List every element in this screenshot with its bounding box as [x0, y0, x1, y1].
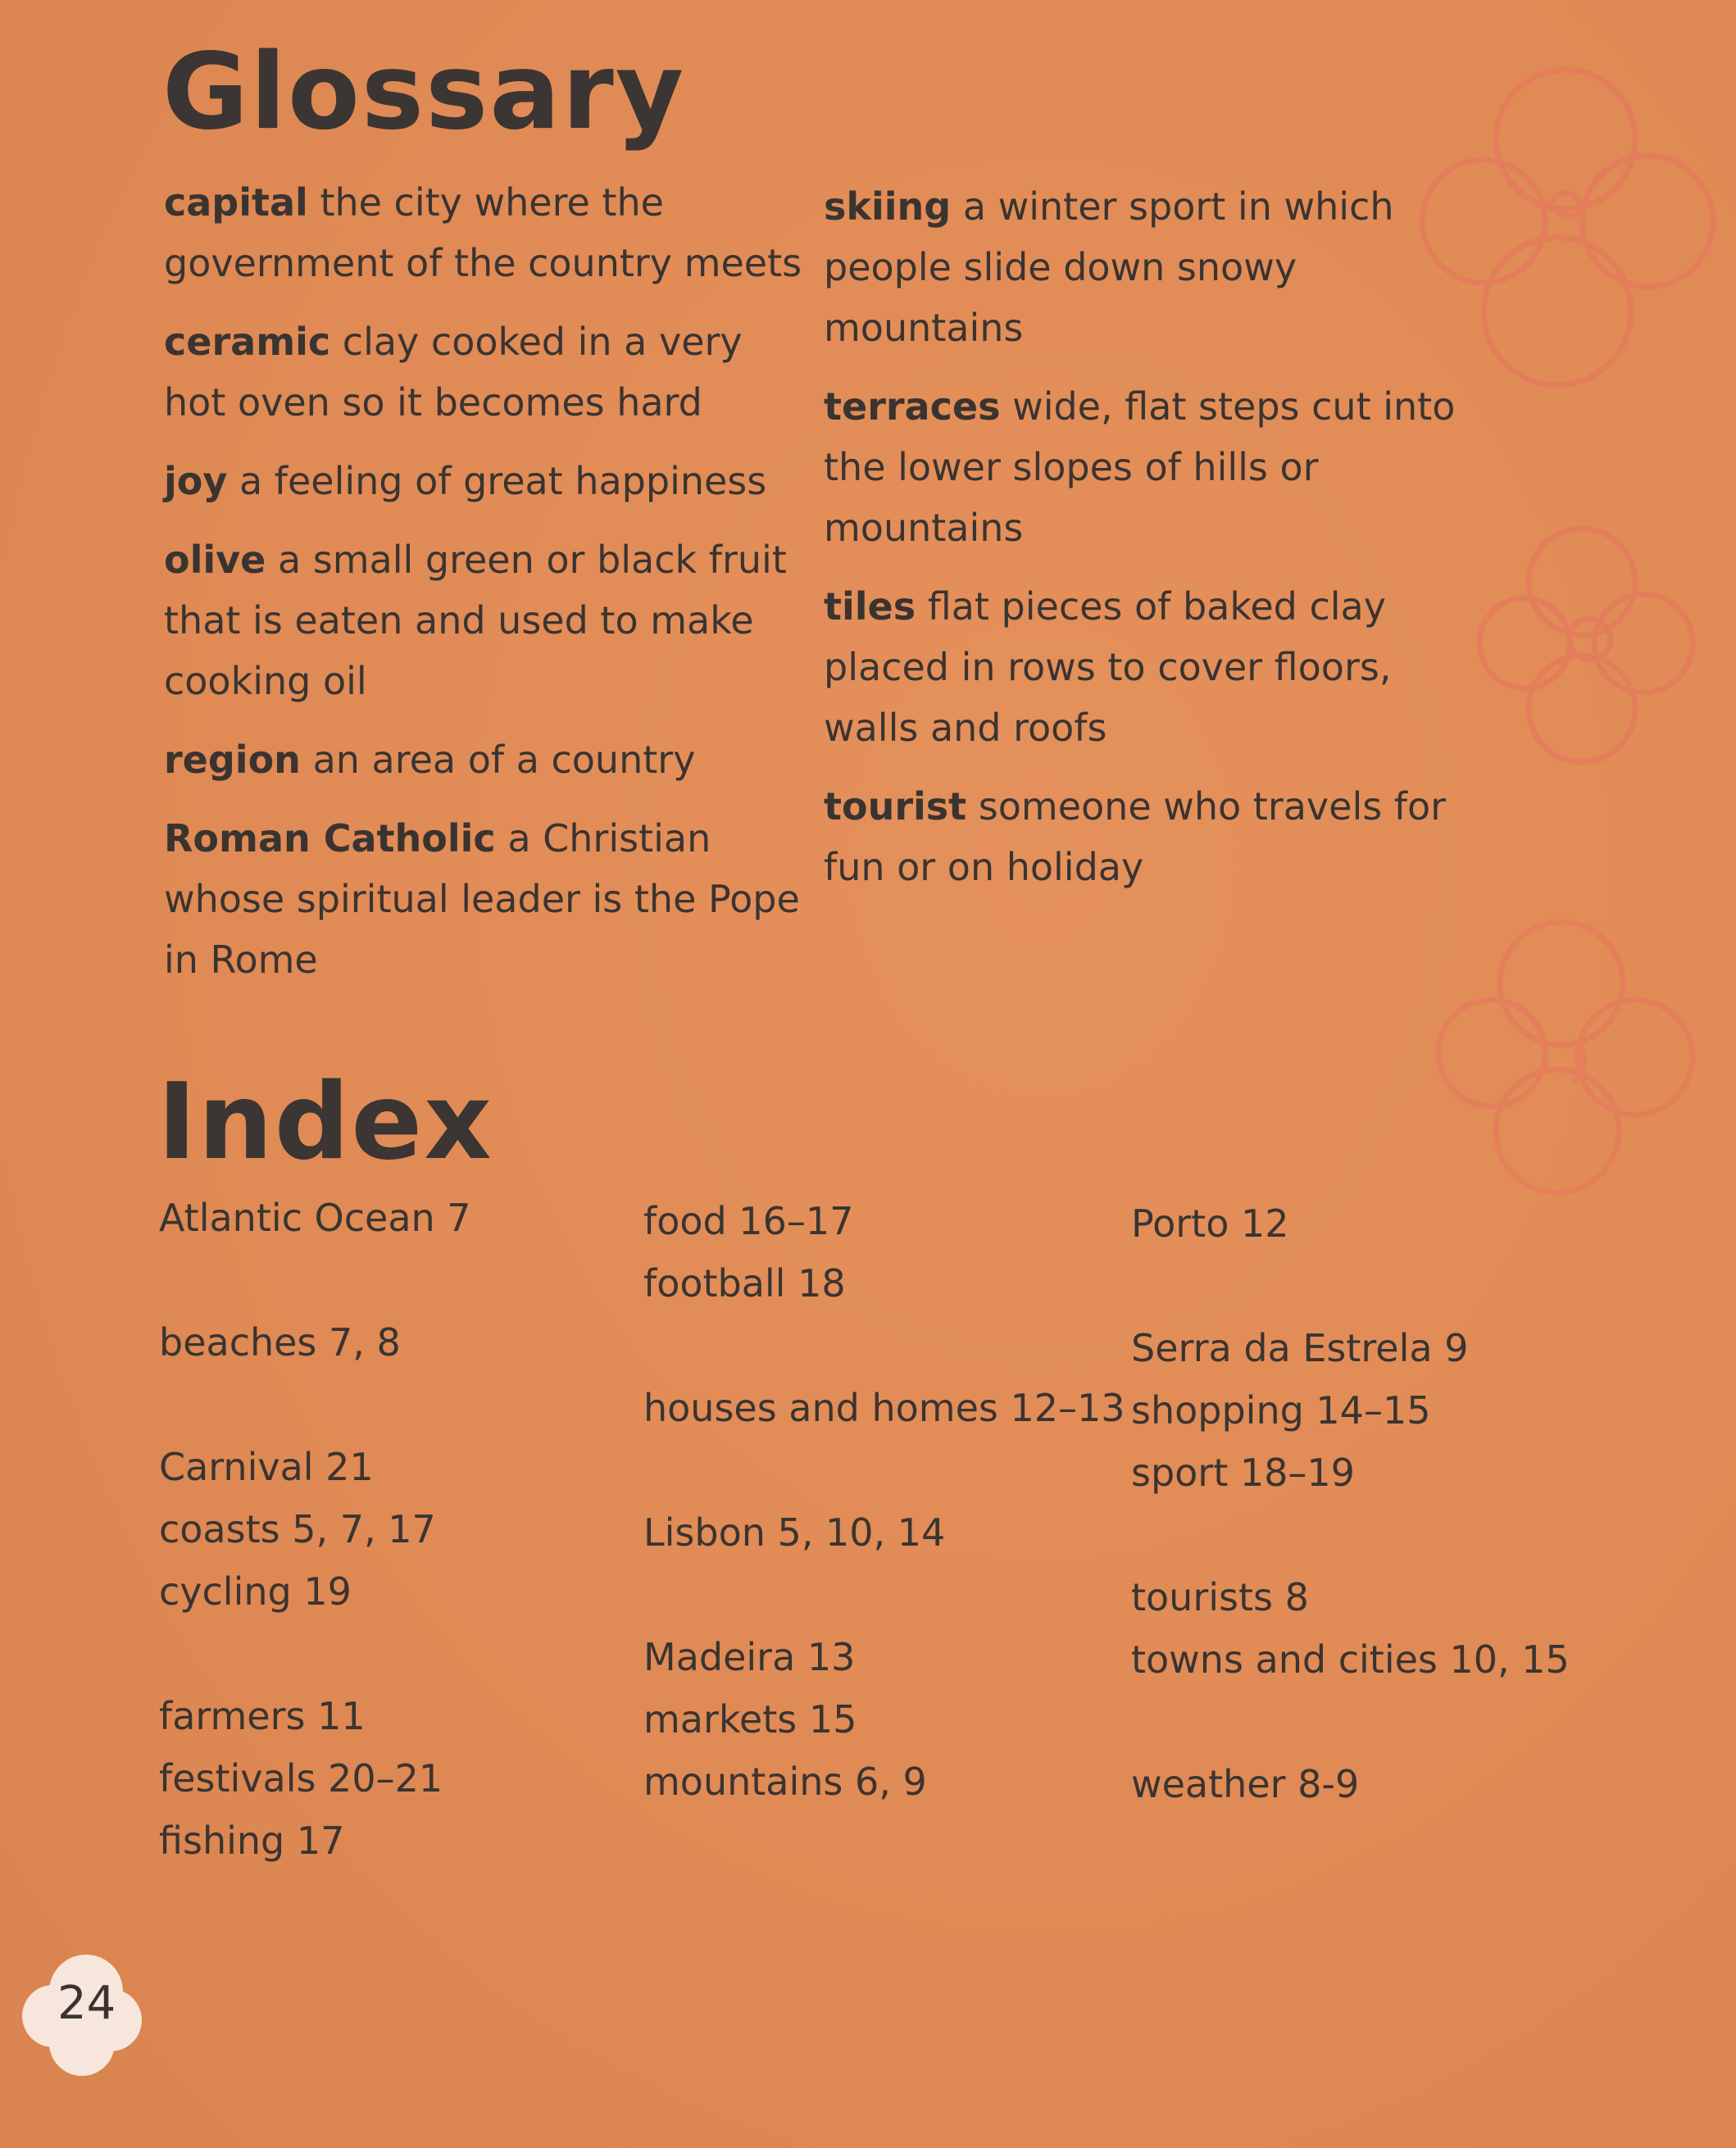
index-entry: Carnival 21	[159, 1445, 374, 1489]
index-entry: Atlantic Ocean 7	[159, 1196, 471, 1240]
glossary-term: joy	[164, 459, 228, 503]
index-entry: coasts 5, 7, 17	[159, 1507, 436, 1551]
glossary-entry	[824, 576, 1463, 758]
index-spacer	[643, 1564, 1125, 1626]
index-entry: football 18	[643, 1261, 846, 1306]
glossary-term: skiing	[824, 184, 952, 229]
glossary-definition: flat pieces of baked clay placed in rows to cover floors, walls and roofs	[824, 584, 1392, 750]
index-spacer	[1131, 1255, 1570, 1317]
index-spacer	[159, 1249, 471, 1311]
flower-outline-icon	[1426, 893, 1705, 1205]
glossary-term: olive	[164, 538, 266, 582]
glossary-entry	[164, 172, 803, 293]
index-column-1	[159, 1187, 471, 1872]
glossary-term: region	[164, 738, 301, 782]
index-entry: beaches 7, 8	[159, 1320, 401, 1365]
glossary-term: tourist	[824, 784, 967, 829]
glossary-definition: someone who travels for fun or on holiday	[824, 784, 1447, 889]
index-column-2	[643, 1190, 1125, 1813]
index-spacer	[1131, 1504, 1570, 1566]
glossary-entry	[164, 311, 803, 433]
glossary-definition: an area of a country	[312, 738, 696, 782]
index-entry: markets 15	[643, 1697, 857, 1742]
glossary-term: capital	[164, 180, 308, 225]
index-spacer	[643, 1315, 1125, 1377]
index-entry: festivals 20–21	[159, 1756, 443, 1801]
glossary-definition: a winter sport in which people slide down snowy mountains	[824, 184, 1394, 350]
glossary-definition: a small green or black fruit that is eaten and used to make cooking oil	[164, 538, 787, 703]
glossary-entry	[164, 529, 803, 711]
glossary-entry	[824, 776, 1463, 897]
index-entry: weather 8-9	[1131, 1762, 1360, 1806]
index-entry: farmers 11	[159, 1694, 366, 1738]
glossary-definition: a feeling of great happiness	[239, 459, 767, 503]
glossary-definition: clay cooked in a very hot oven so it becomes hard	[164, 320, 743, 425]
index-entry: Lisbon 5, 10, 14	[643, 1510, 946, 1555]
flower-outline-icon	[1467, 508, 1705, 779]
glossary-term: terraces	[824, 384, 1001, 429]
glossary-entry	[824, 176, 1463, 358]
glossary-definition: wide, flat steps cut into the lower slopes of hills or mountains	[824, 384, 1456, 550]
index-title: Index	[157, 1061, 493, 1183]
index-entry: Porto 12	[1131, 1201, 1289, 1246]
index-entry: fishing 17	[159, 1819, 345, 1863]
index-spacer	[1131, 1691, 1570, 1753]
index-spacer	[159, 1623, 471, 1685]
index-entry: mountains 6, 9	[643, 1760, 927, 1804]
glossary-left-column	[164, 172, 803, 1008]
glossary-entry	[164, 451, 803, 511]
glossary-entry	[164, 808, 803, 990]
glossary-term: ceramic	[164, 320, 331, 364]
glossary-term: Roman Catholic	[164, 816, 496, 861]
index-entry: tourists 8	[1131, 1575, 1309, 1619]
index-entry: sport 18–19	[1131, 1451, 1355, 1495]
glossary-definition: the city where the government of the country meets	[164, 180, 802, 285]
glossary-title: Glossary	[162, 31, 686, 153]
glossary-definition: a Christian whose spiritual leader is the Pope in Rome	[164, 816, 800, 982]
glossary-right-column	[824, 176, 1463, 915]
index-entry: shopping 14–15	[1131, 1388, 1431, 1433]
index-entry: food 16–17	[643, 1199, 854, 1243]
page-number: 24	[57, 1977, 116, 2030]
index-entry: cycling 19	[159, 1569, 352, 1614]
index-entry: Serra da Estrela 9	[1131, 1326, 1469, 1370]
glossary-entry	[164, 729, 803, 790]
glossary-term: tiles	[824, 584, 916, 629]
index-entry: houses and homes 12–13	[643, 1386, 1125, 1430]
glossary-entry	[824, 376, 1463, 558]
index-entry: towns and cities 10, 15	[1131, 1637, 1570, 1682]
index-column-3	[1131, 1192, 1570, 1815]
index-entry: Madeira 13	[643, 1635, 856, 1679]
index-spacer	[643, 1439, 1125, 1501]
index-spacer	[159, 1374, 471, 1436]
